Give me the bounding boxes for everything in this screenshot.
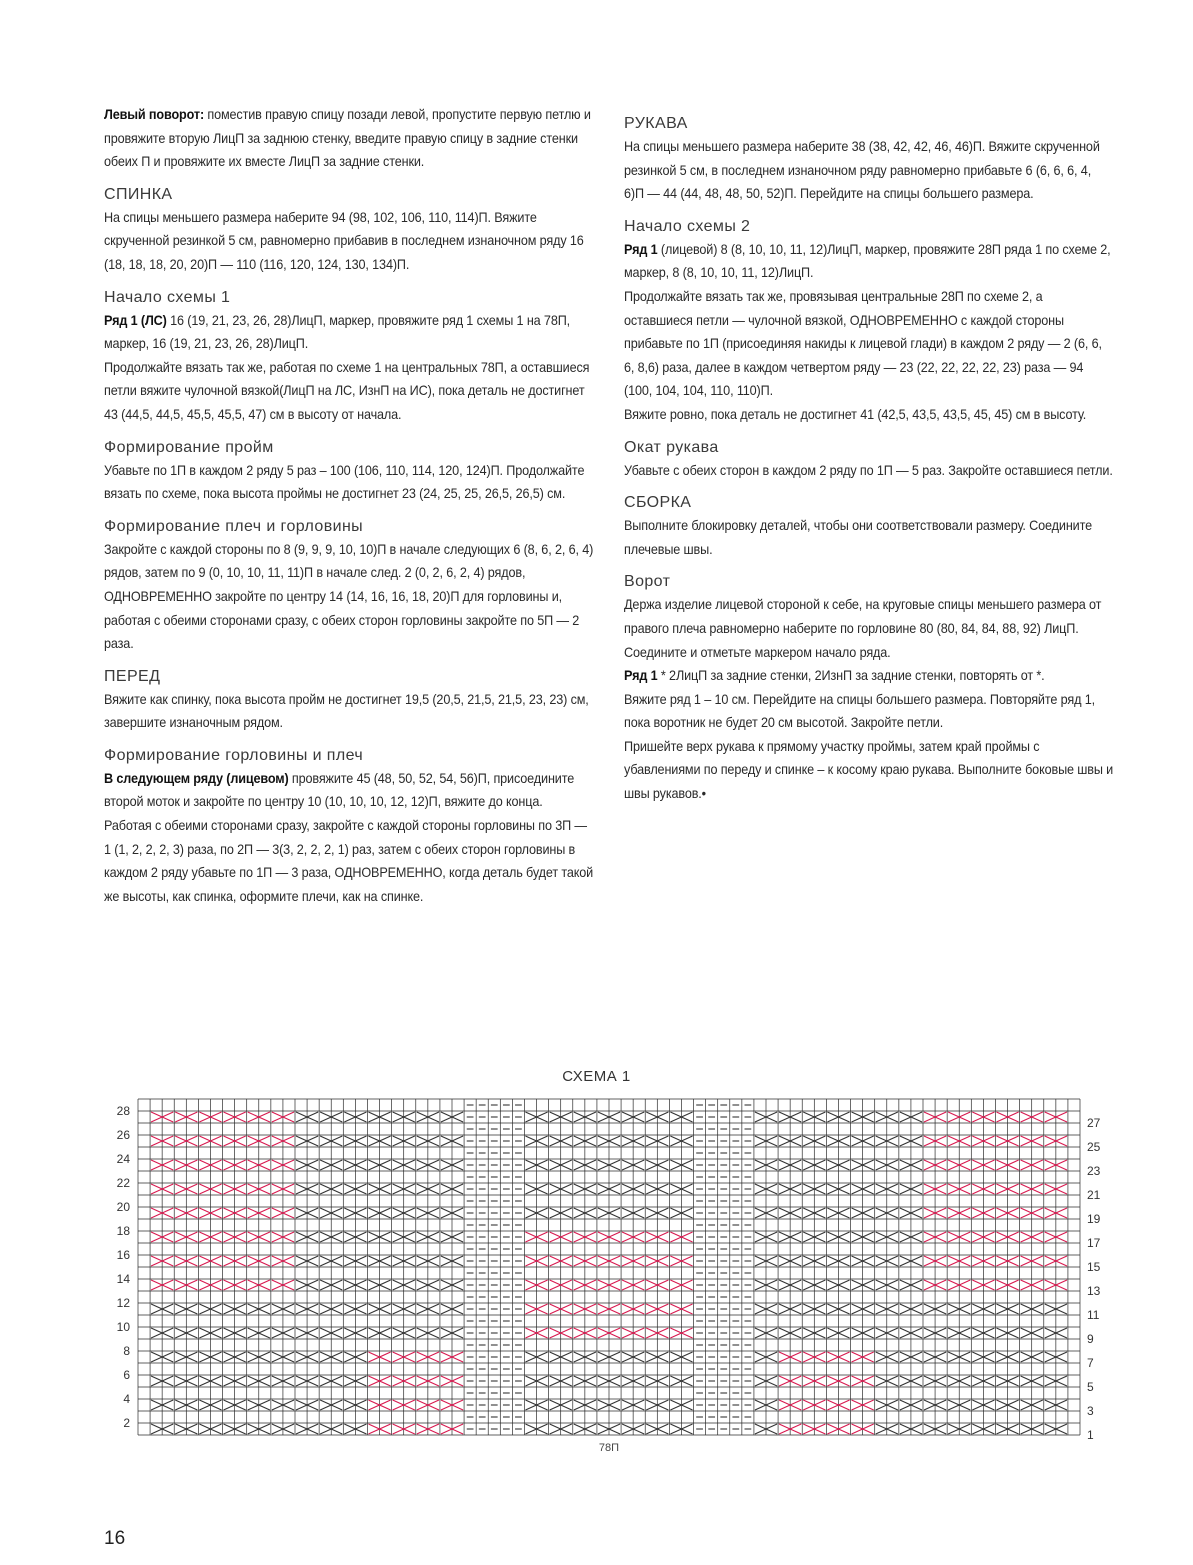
paragraph-text: Убавьте с обеих сторон в каждом 2 ряду по 1П — 5 раз. Закройте оставшиеся петли. [624,462,1113,478]
row-label-left: 4 [123,1392,130,1406]
paragraph-text: Закройте с каждой стороны по 8 (9, 9, 9, 10, 10)П в начале следующих 6 (8, 6, 2, 6, 4) рядов, затем по 9 (0, 10, 10, 11, 11)П в начале след. 2 (0, 2, 6, 2, 4) рядов, ОДНОВРЕМЕННО закройте по центру 14 (14, 16, 16, 18, 20)П для горловины и, работая с обеими сторонами сразу, с обеих сторон горловины закройте по 5П — 2 раза. [104,541,594,652]
paragraph-text: На спицы меньшего размера наберите 94 (98, 102, 106, 110, 114)П. Вяжите скрученной резинкой 5 см, равномерно прибавив в последнем изнаночном ряду 16 (18, 18, 18, 20, 20)П — 110 (116, 120, 124, 130, 134)П. [104,209,584,272]
bold-lead-text: В следующем ряду (лицевом) [104,770,289,786]
section-heading: Формирование пройм [104,438,274,456]
row-label-left: 18 [116,1224,130,1238]
paragraph-text: поместив правую спицу позади левой, пропустите первую петлю и провяжите вторую ЛицП за заднюю стенку, введите правую спицу в задние стенки обеих П и провяжите их вместе ЛицП за задние стенки. [104,107,591,170]
bold-lead-text: Ряд 1 (ЛС) [104,312,167,328]
row-label-right: 13 [1087,1284,1101,1298]
row-label-left: 8 [123,1344,130,1358]
row-label-right: 7 [1087,1356,1094,1370]
stitch-count-label: 78П [598,1442,620,1454]
chart-title: СХЕМА 1 [562,1068,631,1085]
section-heading: Окат рукава [624,438,719,456]
paragraph-text: Работая с обеими сторонами сразу, закройте с каждой стороны горловины по 3П — 1 (1, 2, 2, 2, 3) раза, по 2П — 3(3, 2, 2, 2, 1) раз, затем с обеих сторон горловины в каждом 2 ряду убавьте по 1П — 3 раза, ОДНОВРЕМЕННО, когда деталь будет такой же высоты, как спинка, оформите плечи, как на спинке. [104,818,594,904]
row-label-right: 5 [1087,1380,1094,1394]
section-heading: Формирование горловины и плеч [104,746,364,764]
row-label-right: 21 [1087,1188,1101,1202]
paragraph-text: Вяжите ряд 1 – 10 см. Перейдите на спицы большего размера. Повторяйте ряд 1, пока воротник не будет 20 см высотой. Закройте петли. [624,691,1095,731]
row-label-left: 2 [123,1416,130,1430]
row-label-right: 23 [1087,1164,1101,1178]
row-label-right: 3 [1087,1404,1094,1418]
section-heading: РУКАВА [624,115,688,132]
section-heading: СБОРКА [624,494,692,512]
paragraph-text: Убавьте по 1П в каждом 2 ряду 5 раз – 100 (106, 110, 114, 120, 124)П. Продолжайте вязать по схеме, пока высота проймы не достигнет 23 (24, 25, 25, 26,5, 26,5) см. [104,462,585,502]
section-heading: СПИНКА [104,185,173,203]
bold-lead-text: Ряд 1 [624,668,658,684]
row-label-right: 25 [1087,1140,1101,1154]
paragraph-text: На спицы меньшего размера наберите 38 (38, 42, 42, 46, 46)П. Вяжите скрученной резинкой 5 см, в последнем изнаночном ряду равномерно прибавьте 6 (6, 6, 6, 4, 6)П — 44 (44, 48, 48, 50, 52)П. Перейдите на спицы большего размера. [624,139,1100,202]
row-label-right: 11 [1087,1308,1100,1322]
paragraph-text: Продолжайте вязать так же, работая по схеме 1 на центральных 78П, а оставшиеся петли вяжите чулочной вязкой(ЛицП на ЛС, ИзнП на ИС), пока деталь не достигнет 43 (44,5, 44,5, 45,5, 45,5, 47) см в высоту от начала. [104,359,590,422]
paragraph-text: Вяжите ровно, пока деталь не достигнет 41 (42,5, 43,5, 43,5, 45, 45) см в высоту. [624,406,1087,422]
paragraph-text: (лицевой) 8 (8, 10, 10, 11, 12)ЛицП, маркер, провяжите 28П ряда 1 по схеме 2, маркер, 8 (8, 10, 10, 11, 12)ЛицП. [624,241,1111,281]
row-label-left: 6 [123,1368,130,1382]
section-heading: ПЕРЕД [104,667,161,685]
row-label-left: 24 [116,1152,130,1166]
paragraph-text: Продолжайте вязать так же, провязывая центральные 28П по схеме 2, а оставшиеся петли — чулочной вязкой, ОДНОВРЕМЕННО с каждой стороны прибавьте по 1П (присоединяя накиды к лицевой глади) в каждом 2 ряду — 2 (6, 6, 6, 8,6) раза, далее в каждом четвертом ряду — 23 (22, 22, 22, 22, 23) раза — 94 (100, 104, 104, 110, 110)П. [624,288,1102,399]
row-label-left: 10 [116,1320,130,1334]
paragraph-text: Вяжите как спинку, пока высота пройм не достигнет 19,5 (20,5, 21,5, 21,5, 23, 23) см, завершите изнаночным рядом. [104,691,589,731]
row-label-right: 1 [1087,1428,1094,1442]
paragraph-text: Выполните блокировку деталей, чтобы они соответствовали размеру. Соедините плечевые швы. [624,518,1092,557]
row-label-left: 28 [116,1104,130,1118]
row-label-right: 17 [1087,1236,1101,1250]
row-label-left: 14 [116,1272,130,1286]
paragraph-text: провяжите 45 (48, 50, 52, 54, 56)П, присоедините второй моток и закройте по центру 10 (10, 10, 10, 12, 12)П, вяжите до конца. [104,770,575,810]
section-heading: Начало схемы 1 [104,288,231,306]
row-label-left: 22 [116,1176,130,1190]
paragraph-text: Держа изделие лицевой стороной к себе, на круговые спицы меньшего размера от правого плеча равномерно наберите по горловине 80 (80, 84, 84, 88, 92) ЛицП. Соедините и отметьте маркером начало ряда. [624,597,1102,660]
paragraph-text: Пришейте верх рукава к прямому участку проймы, затем край проймы с убавлениями по переду и спинке – к косому краю рукава. Выполните боковые швы и швы рукавов.• [624,738,1114,802]
row-label-right: 27 [1087,1116,1101,1130]
row-label-left: 12 [116,1296,130,1310]
paragraph-text: * 2ЛицП за задние стенки, 2ИзнП за задние стенки, повторять от *. [657,668,1045,684]
page-number: 16 [104,1528,126,1549]
paragraph-text: 16 (19, 21, 23, 26, 28)ЛицП, маркер, провяжите ряд 1 схемы 1 на 78П, маркер, 16 (19, 21, 23, 26, 28)ЛицП. [104,312,571,352]
row-label-right: 19 [1087,1212,1101,1226]
row-label-left: 26 [116,1128,130,1142]
row-label-left: 16 [116,1248,130,1262]
bold-lead-text: Ряд 1 [624,241,658,257]
section-heading: Ворот [624,573,671,591]
section-heading: Формирование плеч и горловины [104,517,364,535]
bold-lead-text: Левый поворот: [104,107,205,122]
row-label-right: 9 [1087,1332,1094,1346]
section-heading: Начало схемы 2 [624,217,751,235]
row-label-right: 15 [1087,1260,1101,1274]
row-label-left: 20 [116,1200,130,1214]
